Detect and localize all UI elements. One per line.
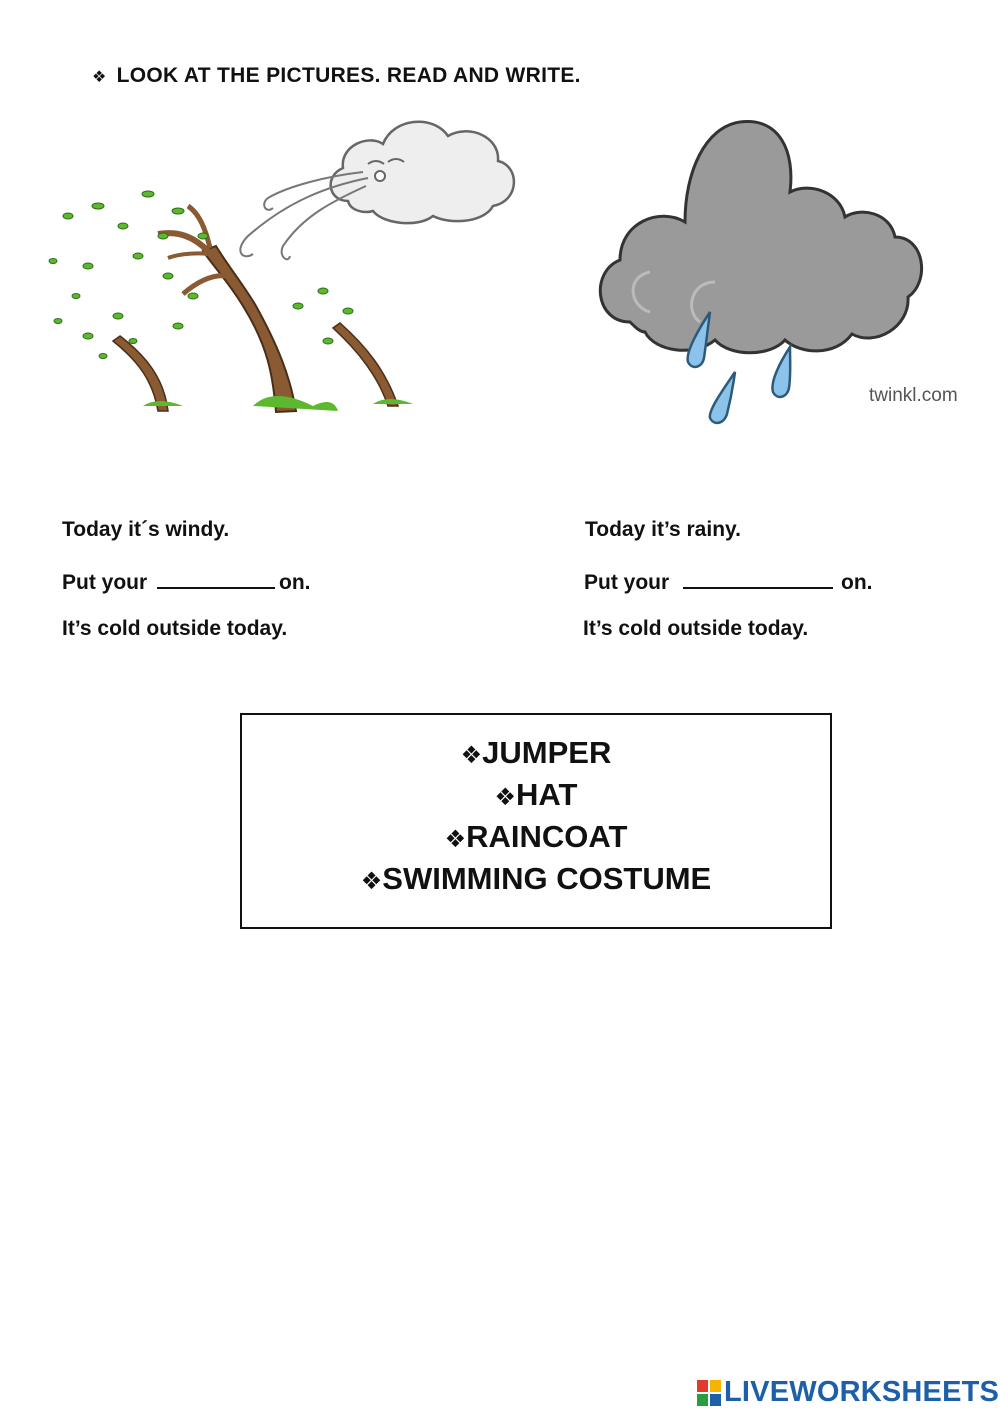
image-credit: twinkl.com [869,385,958,406]
diamond-bullet-icon: ❖ [460,742,483,769]
right-line-2 [584,567,873,595]
right-line-3: It’s cold outside today. [583,617,809,640]
diamond-bullet-icon: ❖ [92,69,107,86]
left-line-1: Today it´s windy. [62,518,230,541]
small-tree-right-icon [333,323,413,406]
right-line-1: Today it’s rainy. [585,518,741,541]
right-answer-blank[interactable] [683,567,833,589]
word-item [242,819,830,855]
word-bank-box [240,713,832,929]
instruction-heading [92,64,581,88]
left-line-2-before: Put your [62,571,148,594]
left-line-2 [62,567,311,595]
windy-picture [28,106,528,430]
right-line-2-after: on. [841,571,873,594]
small-tree-left-icon [113,336,183,411]
blowing-cloud-icon [240,122,514,260]
liveworksheets-brand [697,1376,999,1409]
diamond-bullet-icon: ❖ [360,868,383,895]
left-line-2-after: on. [279,571,311,594]
blowing-leaves-icon [49,191,353,359]
instruction-text: LOOK AT THE PICTURES. READ AND WRITE. [116,64,581,87]
liveworksheets-logo-icon [697,1380,721,1406]
brand-name: LIVEWORKSHEETS [724,1376,1000,1408]
word-item [242,735,830,771]
word-swimming-costume: SWIMMING COSTUME [382,861,712,896]
word-jumper: JUMPER [482,735,612,770]
left-line-3: It’s cold outside today. [62,617,288,640]
word-item [242,861,830,897]
diamond-bullet-icon: ❖ [444,826,467,853]
rain-cloud-icon [590,112,965,432]
windy-trees-cloud-icon [28,106,528,430]
right-line-2-before: Put your [584,571,670,594]
rainy-picture [590,112,965,432]
word-raincoat: RAINCOAT [466,819,628,854]
word-hat: HAT [516,777,578,812]
left-answer-blank[interactable] [157,567,275,589]
diamond-bullet-icon: ❖ [494,784,517,811]
word-item [242,777,830,813]
